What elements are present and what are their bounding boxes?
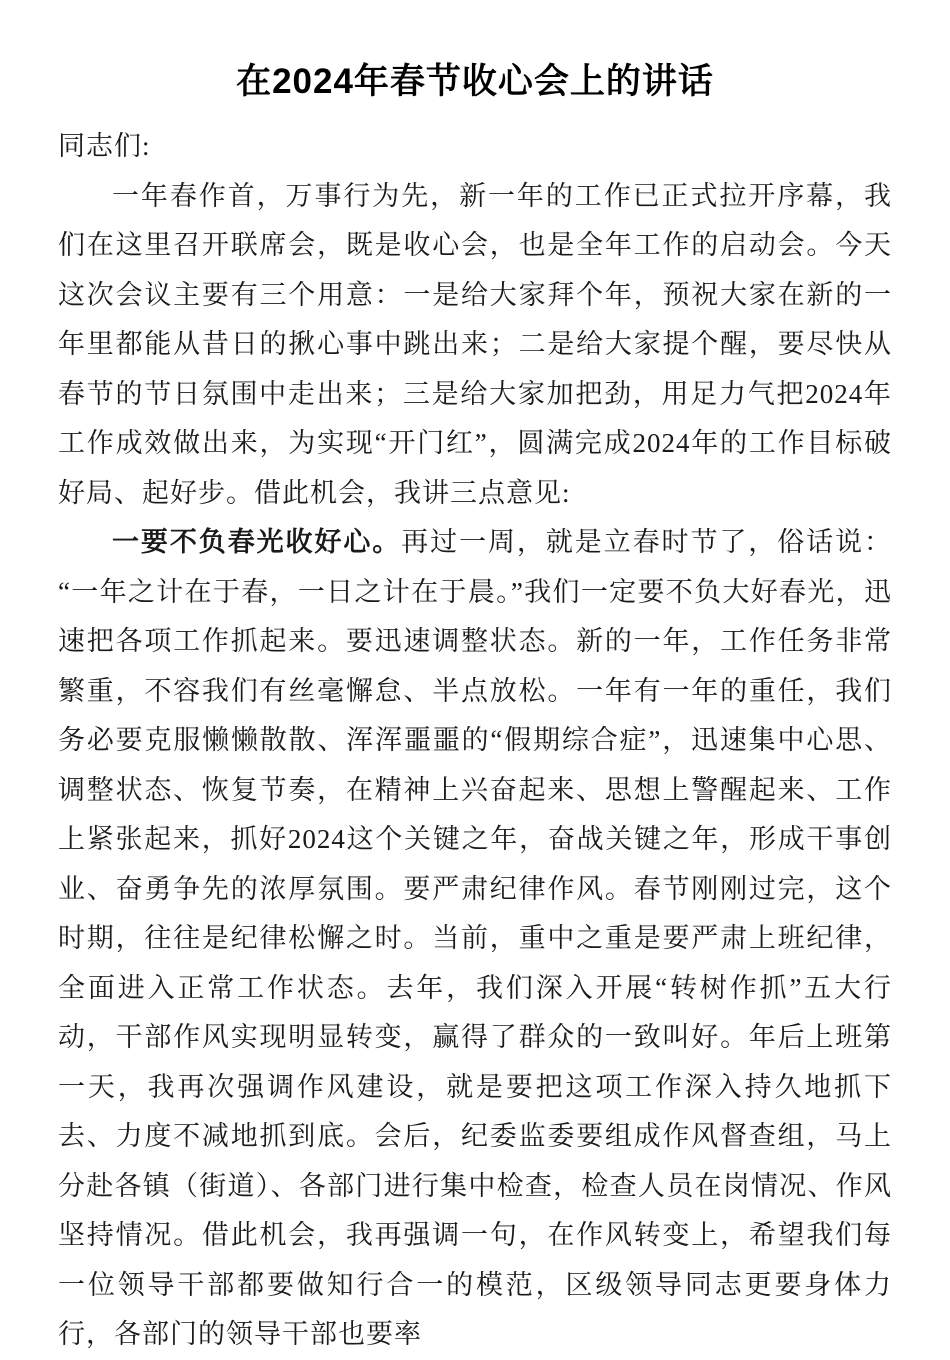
paragraph-point-one xyxy=(58,518,892,1360)
point-one-body: 再过一周，就是立春时节了，俗话说：“一年之计在于春，一日之计在于晨。”我们一定要不负大好春光，迅速把各项工作抓起来。要迅速调整状态。新的一年，工作任务非常繁重，不容我们有丝毫懈怠、半点放松。一年有一年的重任，我们务必要克服懒懒散散、浑浑噩噩的“假期综合症”，迅速集中心思、调整状态、恢复节奏，在精神上兴奋起来、思想上警醒起来、工作上紧张起来，抓好2024这个关键之年，奋战关键之年，形成干事创业、奋勇争先的浓厚氛围。要严肃纪律作风。春节刚刚过完，这个时期，往往是纪律松懈之时。当前，重中之重是要严肃上班纪律，全面进入正常工作状态。去年，我们深入开展“转树作抓”五大行动，干部作风实现明显转变，赢得了群众的一致叫好。年后上班第一天，我再次强调作风建设，就是要把这项工作深入持久地抓下去、力度不减地抓到底。会后，纪委监委要组成作风督查组，马上分赴各镇（街道）、各部门进行集中检查，检查人员在岗情况、作风坚持情况。借此机会，我再强调一句，在作风转变上，希望我们每一位领导干部都要做知行合一的模范，区级领导同志更要身体力行，各部门的领导干部也要率 xyxy=(58,527,893,1349)
salutation: 同志们: xyxy=(58,131,151,161)
point-one-lead: 一要不负春光收好心。 xyxy=(112,527,402,557)
document-body xyxy=(58,122,892,1360)
paragraph-opening: 一年春作首，万事行为先，新一年的工作已正式拉开序幕，我们在这里召开联席会，既是收心会，也是全年工作的启动会。今天这次会议主要有三个用意：一是给大家拜个年，预祝大家在新的一年里都能从昔日的揪心事中跳出来；二是给大家提个醒，要尽快从春节的节日氛围中走出来；三是给大家加把劲，用足力气把2024年工作成效做出来，为实现“开门红”，圆满完成2024年的工作目标破好局、起好步。借此机会，我讲三点意见: xyxy=(58,180,892,508)
document-title: 在2024年春节收心会上的讲话 xyxy=(236,62,714,101)
